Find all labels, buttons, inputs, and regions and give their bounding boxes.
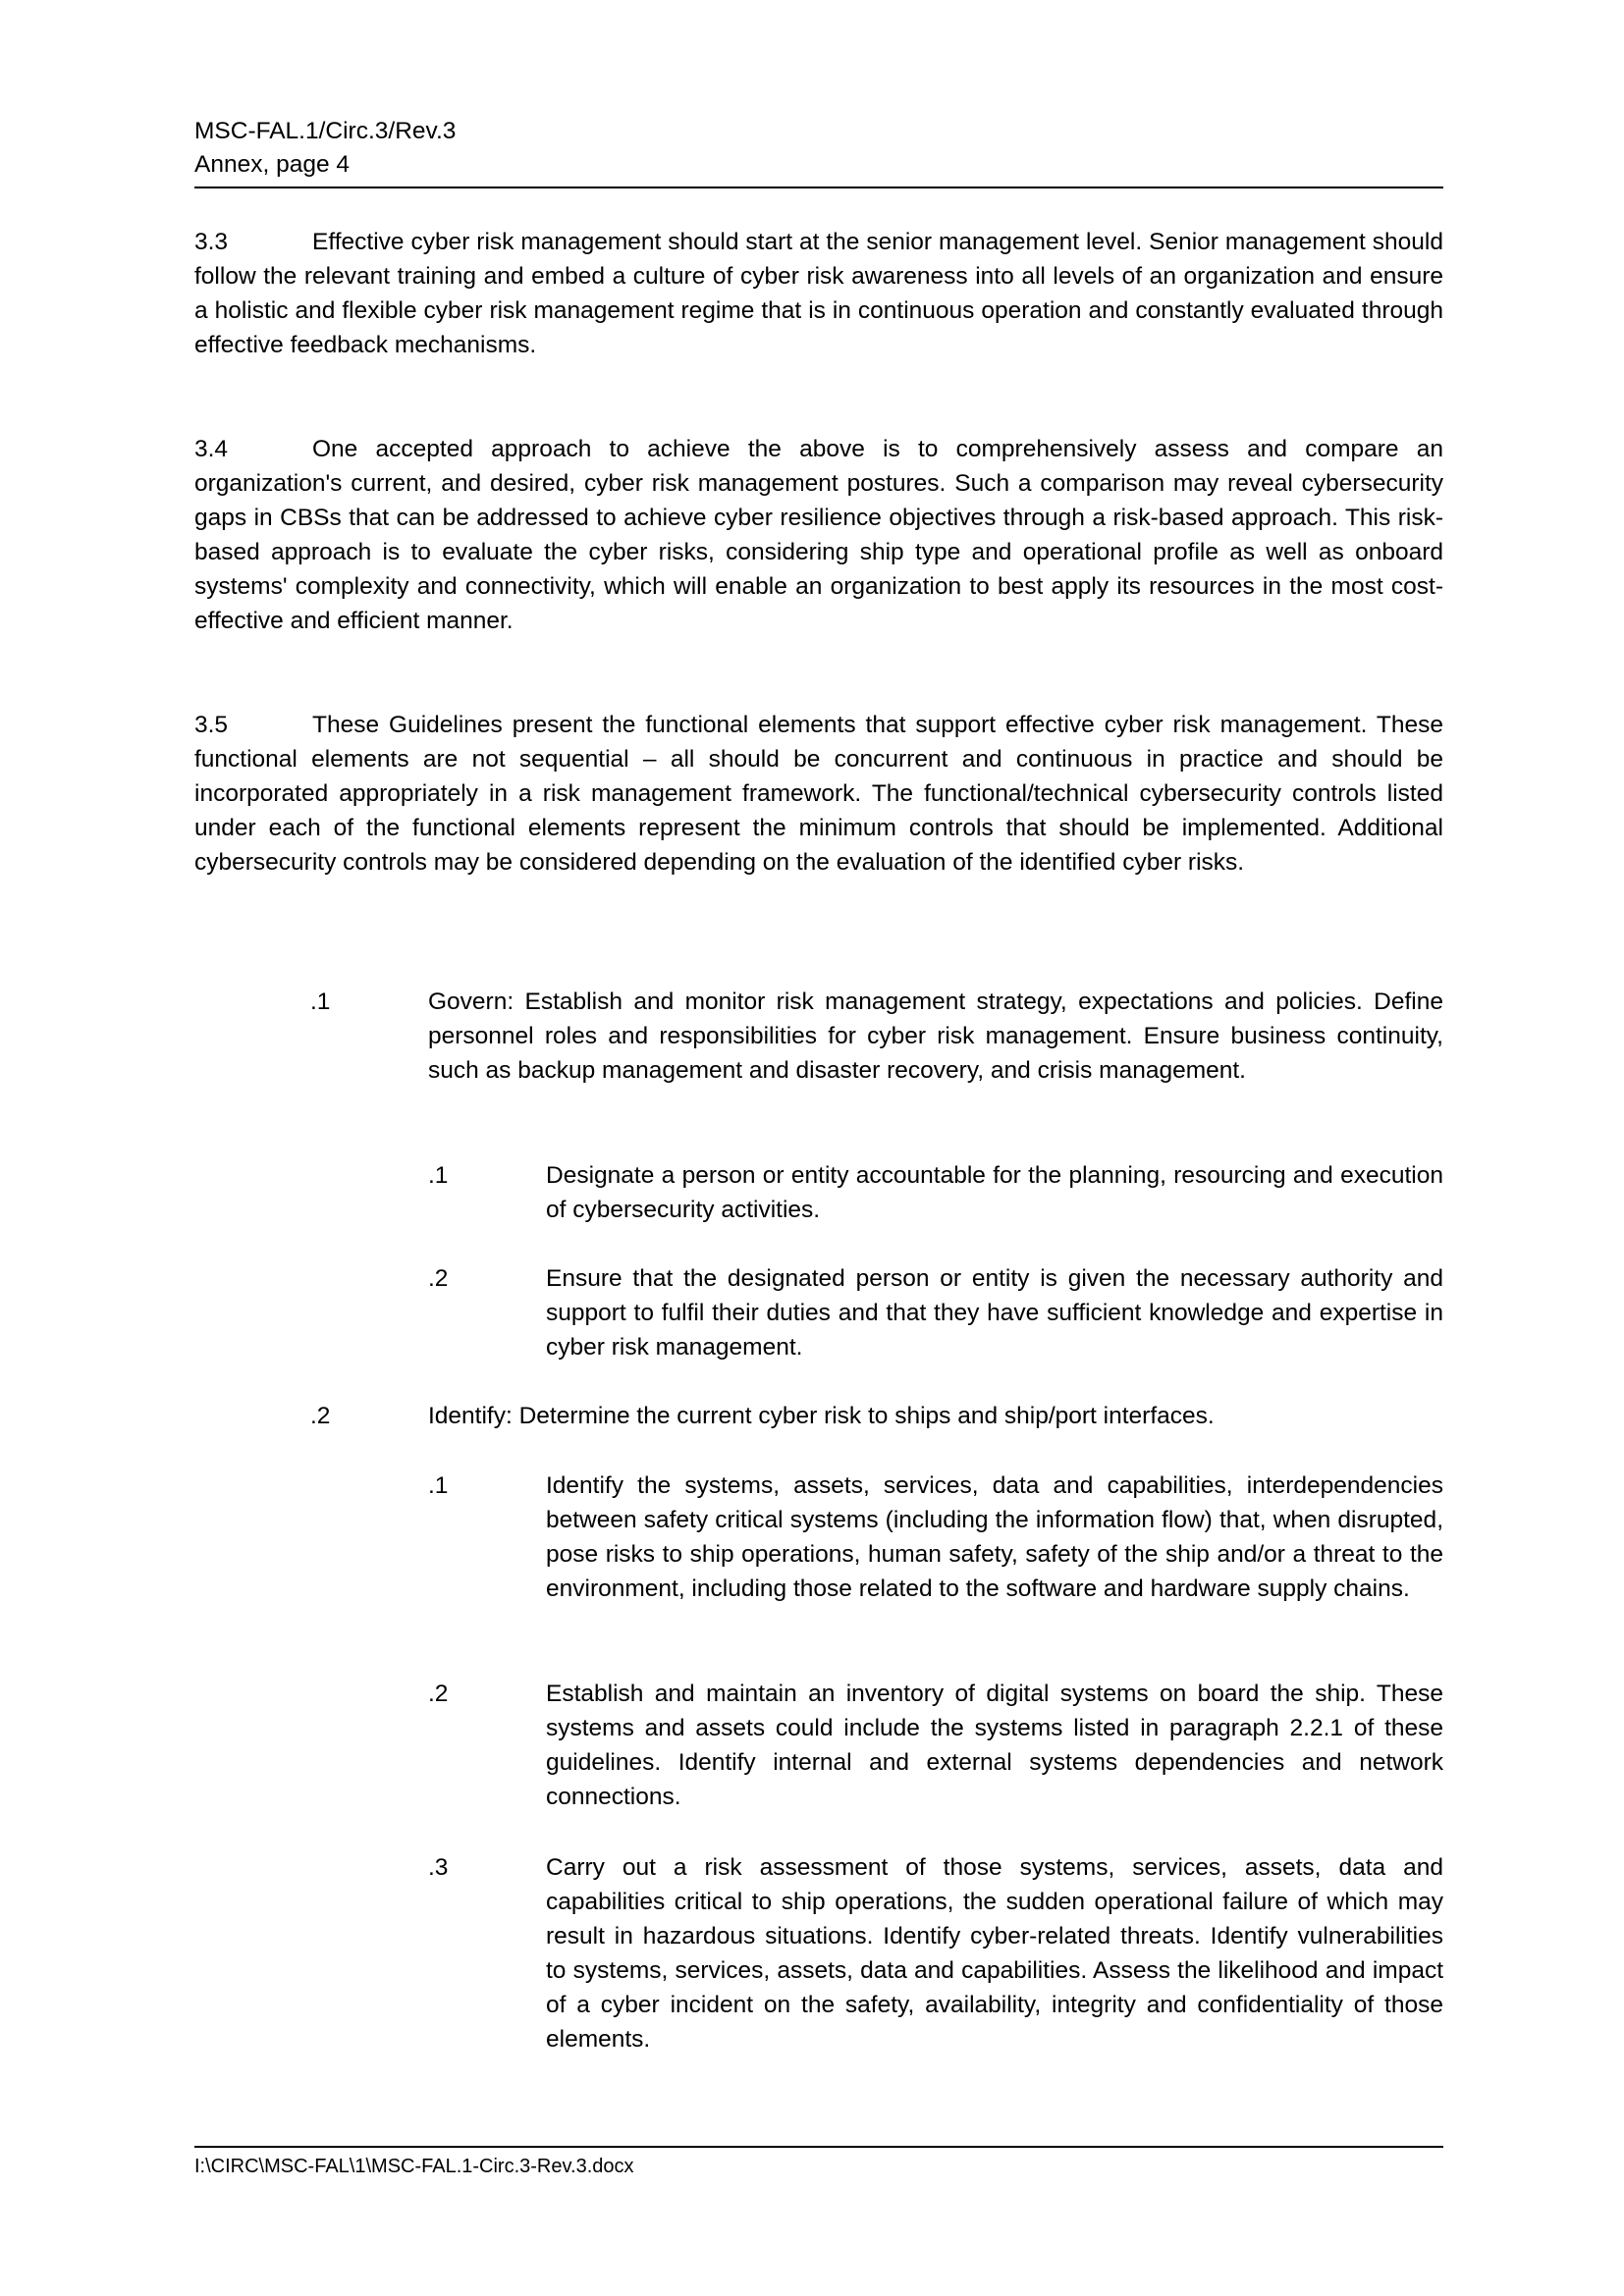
control-text: Establish and maintain an inventory of digital systems on board the ship. These systems and assets could include the systems listed in paragraph 2.2.1 of these guidelines. Identify internal and external systems dependencies and network connections. [546, 1681, 1443, 1810]
control-text: Carry out a risk assessment of those systems, services, assets, data and capabilities critical to ship operations, the sudden operational failure of which may result in hazardous situations. Identify cyber-related threats. Identify vulnerabilities to systems, services, assets, data and capabilities. Assess the likelihood and impact of a cyber incident on the safety, availability, integrity and confidentiality of those elements. [546, 1854, 1443, 2053]
paragraph-3-4 [194, 432, 1443, 638]
paragraph-text: These Guidelines present the functional elements that support effective cyber risk management. These functional elements are not sequential – all should be concurrent and continuous in practice and should be incorporated appropriately in a risk management framework. The functional/technical cybersecurity controls listed under each of the functional elements represent the minimum controls that should be implemented. Additional cybersecurity controls may be considered depending on the evaluation of the identified cyber risks. [194, 712, 1443, 876]
document-reference: MSC-FAL.1/Circ.3/Rev.3 [194, 118, 457, 144]
paragraph-number: 3.5 [194, 712, 229, 738]
control-number: .3 [428, 1854, 449, 1881]
control-number: .1 [428, 1162, 449, 1189]
footer-file-path: I:\CIRC\MSC-FAL\1\MSC-FAL.1-Circ.3-Rev.3.docx [194, 2156, 634, 2177]
paragraph-number: 3.3 [194, 229, 229, 255]
element-text: Govern: Establish and monitor risk management strategy, expectations and policies. Define personnel roles and responsibilities for cyber risk management. Ensure business continuity, such as backup management and disaster recovery, and crisis management. [428, 988, 1443, 1084]
paragraph-text: Effective cyber risk management should start at the senior management level. Senior management should follow the relevant training and embed a culture of cyber risk awareness into all levels of an organization and ensure a holistic and flexible cyber risk management regime that is in continuous operation and constantly evaluated through effective feedback mechanisms. [194, 229, 1443, 358]
page-header [194, 115, 1443, 182]
page-reference: Annex, page 4 [194, 151, 351, 178]
element-number: .1 [310, 988, 331, 1015]
control-number: .2 [428, 1681, 449, 1707]
header-rule [194, 187, 1443, 188]
control-text: Designate a person or entity accountable for the planning, resourcing and execution of cybersecurity activities. [546, 1162, 1443, 1223]
element-number: .2 [310, 1403, 331, 1429]
paragraph-3-3 [194, 225, 1443, 362]
control-number: .1 [428, 1472, 449, 1499]
element-text: Identify: Determine the current cyber risk to ships and ship/port interfaces. [428, 1403, 1215, 1429]
paragraph-number: 3.4 [194, 436, 229, 462]
paragraph-3-5 [194, 708, 1443, 880]
control-text: Ensure that the designated person or entity is given the necessary authority and support to fulfil their duties and that they have sufficient knowledge and expertise in cyber risk management. [546, 1265, 1443, 1361]
control-number: .2 [428, 1265, 449, 1292]
control-text: Identify the systems, assets, services, data and capabilities, interdependencies between safety critical systems (including the information flow) that, when disrupted, pose risks to ship operations, human safety, safety of the ship and/or a threat to the environment, including those related to the software and hardware supply chains. [546, 1472, 1443, 1602]
footer-rule [194, 2146, 1443, 2148]
paragraph-text: One accepted approach to achieve the above is to comprehensively assess and compare an organization's current, and desired, cyber risk management postures. Such a comparison may reveal cybersecurity gaps in CBSs that can be addressed to achieve cyber resilience objectives through a risk-based approach. This risk-based approach is to evaluate the cyber risks, considering ship type and operational profile as well as onboard systems' complexity and connectivity, which will enable an organization to best apply its resources in the most cost-effective and efficient manner. [194, 436, 1443, 634]
